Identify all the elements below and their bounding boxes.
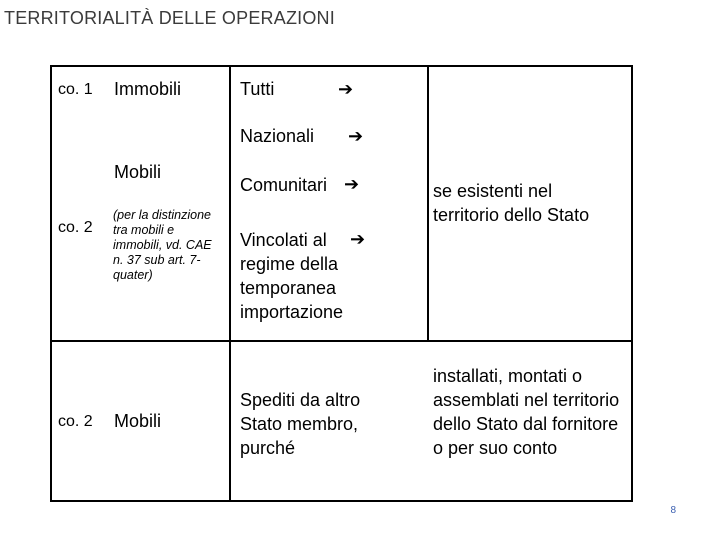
arrow-right-icon: ➔ (344, 174, 360, 194)
type-label-immobili: Immobili (114, 79, 182, 99)
condition-esistenti: se esistenti nel territorio dello Stato (433, 181, 590, 225)
type-label-mobili: Mobili (114, 411, 162, 431)
row-divider (50, 340, 633, 342)
arrow-right-icon: ➔ (350, 229, 366, 249)
clause-label: co. 1 (58, 81, 93, 98)
item-spediti: Spediti da altro Stato membro, purché (240, 390, 361, 458)
arrow-right-icon: ➔ (338, 79, 354, 99)
type-label-mobili: Mobili (114, 162, 162, 182)
clause-label: co. 2 (58, 219, 93, 236)
page-title: TERRITORIALITÀ DELLE OPERAZIONI (4, 8, 335, 28)
item-comunitari: Comunitari (240, 175, 328, 195)
condition-installati: installati, montati o assemblati nel territorio dello Stato dal fornitore o per suo conto (433, 366, 620, 458)
mobili-note: (per la distinzione tra mobili e immobili, vd. CAE n. 37 sub art. 7-quater) (113, 208, 212, 282)
item-nazionali: Nazionali (240, 126, 315, 146)
column-divider-2 (427, 65, 429, 342)
item-tutti: Tutti (240, 79, 275, 99)
column-divider-1 (229, 65, 231, 502)
arrow-right-icon: ➔ (348, 126, 364, 146)
item-vincolati: Vincolati al (240, 230, 327, 250)
item-vincolati-continued: regime della temporanea importazione (240, 254, 344, 322)
clause-label: co. 2 (58, 413, 93, 430)
page-number: 8 (670, 505, 676, 516)
